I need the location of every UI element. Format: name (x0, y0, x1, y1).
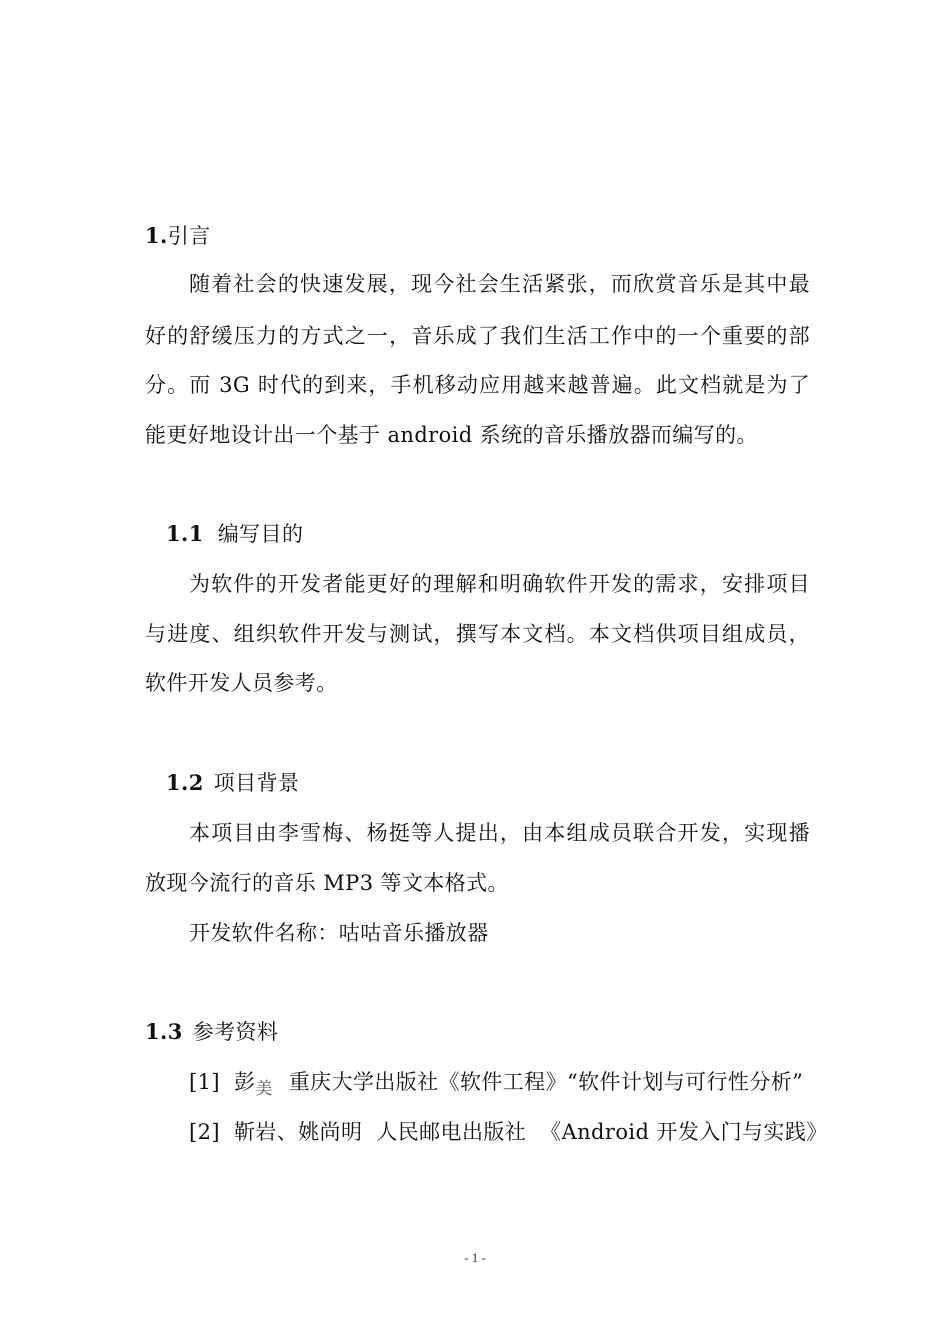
reference-book: 《软件工程》 (438, 1070, 567, 1094)
section-title: 参考资料 (192, 1020, 279, 1044)
page-number: - 1 - (464, 1250, 486, 1265)
section-number: 1. (145, 223, 168, 248)
section-heading-intro (145, 222, 810, 250)
paragraph-line: 放现今流行的音乐 MP3 等文本格式。 (145, 871, 509, 895)
reference-chapter: “软件计划与可行性分析” (566, 1070, 804, 1094)
paragraph-line: 好的舒缓压力的方式之一，音乐成了我们生活工作中的一个重要的部 (145, 324, 810, 348)
section-title: 引言 (167, 224, 211, 248)
reference-authors: 靳岩、姚尚明 (233, 1120, 363, 1144)
reference-publisher: 重庆大学出版社 (288, 1070, 439, 1094)
section-title: 项目背景 (213, 771, 300, 795)
software-name: 开发软件名称：咕咕音乐播放器 (189, 921, 489, 945)
reference-publisher: 人民邮电出版社 (376, 1120, 527, 1144)
reference-book: 《Android 开发入门与实践》 (540, 1120, 828, 1144)
reference-index: [2] (189, 1120, 220, 1144)
section-number: 1.2 (166, 770, 204, 795)
author-stamp: 美 (255, 1079, 273, 1099)
section-title: 编写目的 (217, 522, 304, 546)
paragraph-line: 与进度、组织软件开发与测试，撰写本文档。本文档供项目组成员， (145, 622, 810, 646)
section-number: 1.1 (166, 521, 204, 546)
section-heading-background (166, 769, 831, 797)
paragraph-line: 软件开发人员参考。 (145, 671, 338, 695)
paragraph-line: 本项目由李雪梅、杨挺等人提出，由本组成员联合开发，实现播 (189, 821, 810, 845)
section-heading-purpose (166, 520, 831, 548)
reference-index: [1] (189, 1070, 220, 1094)
section-number: 1.3 (145, 1019, 183, 1044)
paragraph-line: 分。而 3G 时代的到来，手机移动应用越来越普遍。此文档就是为了 (145, 373, 810, 397)
section-heading-references (145, 1018, 810, 1046)
reference-item (189, 1068, 810, 1098)
paragraph-line: 随着社会的快速发展，现今社会生活紧张，而欣赏音乐是其中最 (189, 272, 810, 296)
reference-item (189, 1118, 828, 1146)
paragraph-line: 为软件的开发者能更好的理解和明确软件开发的需求，安排项目 (189, 572, 810, 596)
reference-author: 彭 (233, 1070, 256, 1094)
paragraph-line: 能更好地设计出一个基于 android 系统的音乐播放器而编写的。 (145, 423, 758, 447)
